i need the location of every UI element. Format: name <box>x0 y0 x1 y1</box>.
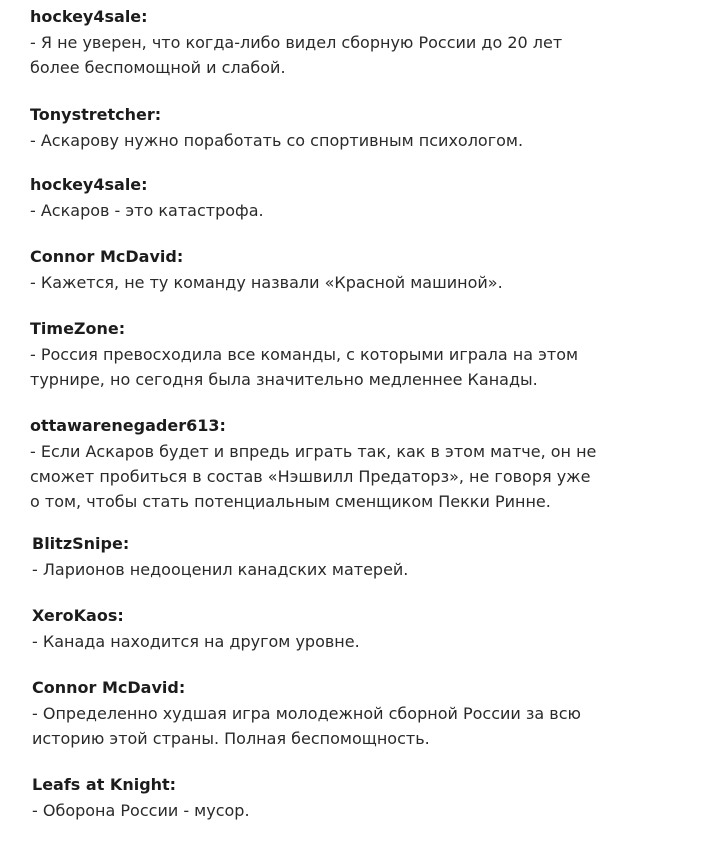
comment-author: BlitzSnipe: <box>32 534 130 553</box>
comment-text-line: турнире, но сегодня была значительно медленнее Канады. <box>30 370 538 389</box>
comment-text-line: - Я не уверен, что когда-либо видел сборную России до 20 лет <box>30 33 563 52</box>
comment-text <box>32 798 622 823</box>
comment-item <box>32 775 622 823</box>
comment-text-line: - Канада находится на другом уровне. <box>32 632 360 651</box>
comment-author: Leafs at Knight: <box>32 775 177 794</box>
comment-author: hockey4sale: <box>30 7 148 26</box>
comment-item <box>30 319 602 392</box>
comment-item <box>30 247 602 295</box>
comment-item <box>32 606 622 654</box>
comment-author: hockey4sale: <box>30 175 148 194</box>
comment-item <box>30 7 602 80</box>
comment-text <box>30 128 602 153</box>
comment-text-line: - Аскаров - это катастрофа. <box>30 201 264 220</box>
comment-text-line: историю этой страны. Полная беспомощность. <box>32 729 430 748</box>
comment-item <box>32 678 622 751</box>
comment-text-line: - Оборона России - мусор. <box>32 801 250 820</box>
comment-item <box>30 175 602 223</box>
comment-text-line: более беспомощной и слабой. <box>30 58 286 77</box>
comment-text <box>30 439 602 514</box>
comment-text <box>30 270 602 295</box>
comment-item <box>30 416 602 514</box>
comment-text-line: о том, чтобы стать потенциальным сменщиком Пекки Ринне. <box>30 492 551 511</box>
comment-text <box>30 30 602 80</box>
comment-text <box>30 198 602 223</box>
comment-text-line: - Если Аскаров будет и впредь играть так, как в этом матче, он не <box>30 442 597 461</box>
comment-text <box>30 342 602 392</box>
comment-author: ottawarenegader613: <box>30 416 226 435</box>
comment-author: Tonystretcher: <box>30 105 162 124</box>
comment-author: Connor McDavid: <box>32 678 186 697</box>
comment-text <box>32 701 622 751</box>
comment-text-line: - Россия превосходила все команды, с которыми играла на этом <box>30 345 579 364</box>
comment-item <box>32 534 622 582</box>
comment-text <box>32 629 622 654</box>
comment-author: TimeZone: <box>30 319 126 338</box>
comment-text-line: сможет пробиться в состав «Нэшвилл Предаторз», не говоря уже <box>30 467 591 486</box>
comment-text-line: - Определенно худшая игра молодежной сборной России за всю <box>32 704 581 723</box>
comment-text-line: - Аскарову нужно поработать со спортивным психологом. <box>30 131 524 150</box>
comment-item <box>30 105 602 153</box>
comment-author: Connor McDavid: <box>30 247 184 266</box>
comment-author: XeroKaos: <box>32 606 124 625</box>
comment-text-line: - Ларионов недооценил канадских матерей. <box>32 560 409 579</box>
comment-text <box>32 557 622 582</box>
comment-text-line: - Кажется, не ту команду назвали «Красной машиной». <box>30 273 503 292</box>
